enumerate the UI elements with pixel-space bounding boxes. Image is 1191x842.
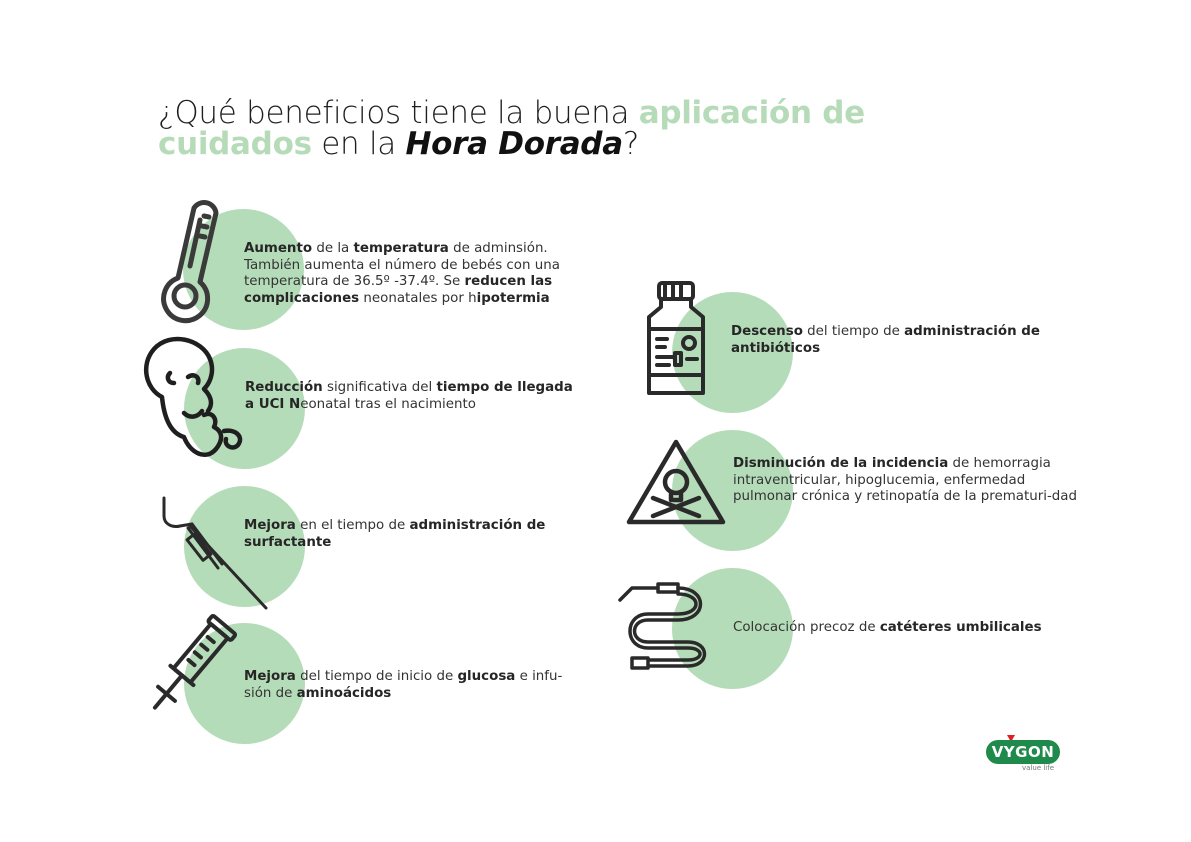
title-part-2: en la: [311, 126, 406, 162]
endotracheal-tube-icon: [160, 496, 272, 612]
bold-text: reducen las complicaciones: [244, 274, 553, 306]
bold-text: Mejora: [244, 669, 296, 684]
bold-text: Mejora: [244, 518, 296, 533]
bold-text: Aumento: [244, 241, 313, 256]
text-segment: eonatal tras el nacimiento: [300, 396, 476, 412]
bold-text: administración de antibióticos: [731, 324, 1040, 356]
title-highlight: aplicación de cuidados: [158, 95, 865, 162]
logo-tagline: value life: [1022, 764, 1055, 772]
title-part-1: ¿Qué beneficios tiene la buena: [158, 95, 639, 131]
medicine-bottle-icon: [645, 281, 707, 399]
text-segment: del tiempo de: [802, 324, 905, 339]
title-part-3: ?: [622, 126, 639, 162]
bold-text: ipotermia: [476, 290, 550, 306]
benefit-text: [244, 518, 564, 551]
text-segment: significativa del: [322, 380, 437, 395]
benefit-text: [244, 241, 584, 307]
vygon-logo: VYGON: [986, 740, 1060, 764]
umbilical-catheter-icon: [618, 580, 718, 676]
text-segment: de la: [312, 241, 354, 256]
text-segment: de adminsión. También aumenta el número de bebés con una temperatura de 36.5º -37.4º. Se: [244, 241, 560, 289]
bold-text: Reducción: [245, 380, 323, 395]
page-title: [158, 95, 958, 162]
text-segment: Colocación precoz de: [733, 620, 880, 635]
newborn-baby-icon: [144, 333, 244, 463]
text-segment: del tiempo de inicio de: [295, 669, 458, 684]
benefit-text: [244, 669, 574, 702]
bold-text: administración de surfactante: [244, 518, 546, 550]
bold-text: glucosa: [457, 669, 516, 684]
bold-text: temperatura: [353, 241, 449, 256]
benefit-text: [731, 324, 1061, 357]
bold-text: Descenso: [731, 324, 803, 339]
thermometer-icon: [160, 202, 220, 320]
text-segment: e infu-sión de: [244, 669, 563, 701]
text-segment: neonatales por h: [359, 290, 477, 306]
bold-text: Disminución de la incidencia: [733, 456, 949, 471]
bold-text: aminoácidos: [296, 685, 392, 701]
text-segment: de hemorragia intraventricular, hipoglucemia, enfermedad pulmonar crónica y retinopatía de la prematuri-dad: [733, 456, 1077, 504]
benefit-text: [245, 380, 585, 413]
bold-text: tiempo de llegada a UCI N: [245, 380, 573, 412]
warning-skull-icon: [625, 438, 727, 526]
benefit-text: [733, 456, 1078, 506]
syringe-icon: [144, 610, 234, 724]
title-italic: Hora Dorada: [405, 126, 623, 162]
benefit-text: [733, 620, 1073, 637]
text-segment: en el tiempo de: [295, 518, 410, 533]
bold-text: catéteres umbilicales: [879, 620, 1042, 635]
